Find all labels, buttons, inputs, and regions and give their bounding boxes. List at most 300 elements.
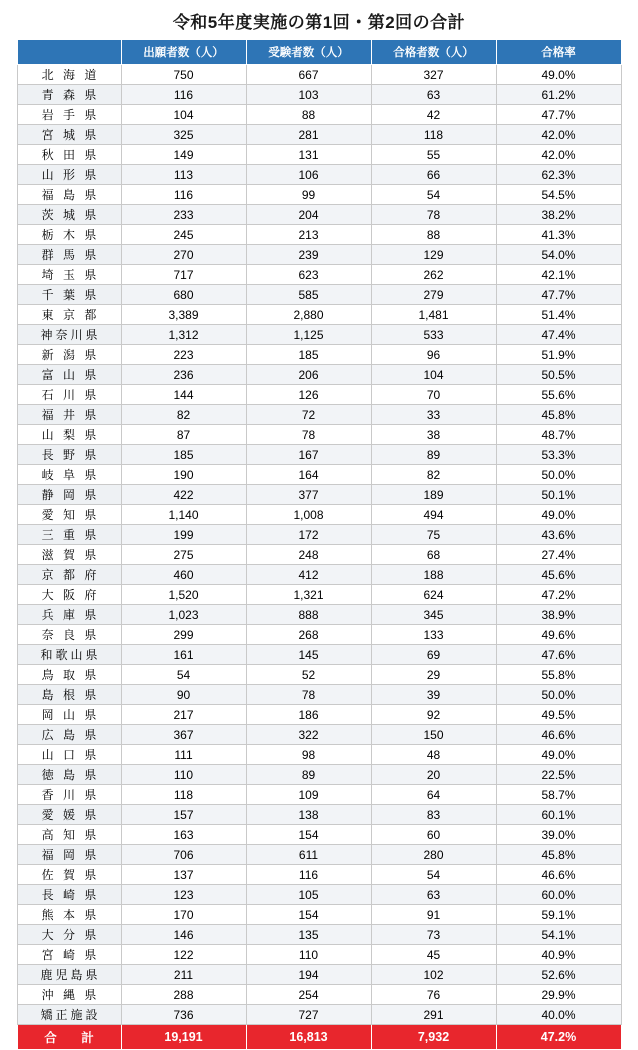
cell-pass-rate: 39.0% bbox=[496, 825, 621, 845]
cell-passers: 73 bbox=[371, 925, 496, 945]
cell-applicants: 1,023 bbox=[121, 605, 246, 625]
cell-pass-rate: 49.0% bbox=[496, 505, 621, 525]
cell-pass-rate: 54.0% bbox=[496, 245, 621, 265]
cell-pass-rate: 43.6% bbox=[496, 525, 621, 545]
cell-prefecture: 島 根 県 bbox=[17, 685, 121, 705]
cell-passers: 20 bbox=[371, 765, 496, 785]
cell-passers: 291 bbox=[371, 1005, 496, 1025]
table-row bbox=[17, 125, 621, 145]
cell-examinees: 78 bbox=[246, 425, 371, 445]
cell-prefecture: 北 海 道 bbox=[17, 65, 121, 85]
cell-examinees: 145 bbox=[246, 645, 371, 665]
cell-examinees: 109 bbox=[246, 785, 371, 805]
cell-applicants: 161 bbox=[121, 645, 246, 665]
cell-examinees: 172 bbox=[246, 525, 371, 545]
table-row bbox=[17, 425, 621, 445]
table-row bbox=[17, 945, 621, 965]
cell-applicants: 460 bbox=[121, 565, 246, 585]
cell-prefecture: 東 京 都 bbox=[17, 305, 121, 325]
cell-passers: 345 bbox=[371, 605, 496, 625]
cell-pass-rate: 55.6% bbox=[496, 385, 621, 405]
table-row bbox=[17, 345, 621, 365]
cell-examinees: 888 bbox=[246, 605, 371, 625]
table-row bbox=[17, 485, 621, 505]
cell-pass-rate: 50.0% bbox=[496, 465, 621, 485]
cell-applicants: 717 bbox=[121, 265, 246, 285]
cell-applicants: 122 bbox=[121, 945, 246, 965]
cell-passers: 279 bbox=[371, 285, 496, 305]
cell-examinees: 131 bbox=[246, 145, 371, 165]
cell-passers: 75 bbox=[371, 525, 496, 545]
cell-examinees: 667 bbox=[246, 65, 371, 85]
cell-examinees: 1,008 bbox=[246, 505, 371, 525]
cell-prefecture: 宮 崎 県 bbox=[17, 945, 121, 965]
cell-prefecture: 長 野 県 bbox=[17, 445, 121, 465]
cell-pass-rate: 42.1% bbox=[496, 265, 621, 285]
cell-examinees: 623 bbox=[246, 265, 371, 285]
cell-passers: 96 bbox=[371, 345, 496, 365]
cell-applicants: 82 bbox=[121, 405, 246, 425]
cell-applicants: 736 bbox=[121, 1005, 246, 1025]
cell-prefecture: 徳 島 県 bbox=[17, 765, 121, 785]
cell-pass-rate: 42.0% bbox=[496, 125, 621, 145]
cell-applicants: 233 bbox=[121, 205, 246, 225]
cell-prefecture: 愛 知 県 bbox=[17, 505, 121, 525]
cell-passers: 1,481 bbox=[371, 305, 496, 325]
cell-applicants: 118 bbox=[121, 785, 246, 805]
cell-prefecture: 岩 手 県 bbox=[17, 105, 121, 125]
cell-examinees: 377 bbox=[246, 485, 371, 505]
cell-passers: 118 bbox=[371, 125, 496, 145]
cell-examinees: 164 bbox=[246, 465, 371, 485]
table-row bbox=[17, 225, 621, 245]
table-row bbox=[17, 725, 621, 745]
cell-prefecture: 京 都 府 bbox=[17, 565, 121, 585]
page-title: 令和5年度実施の第1回・第2回の合計 bbox=[172, 13, 466, 32]
cell-passers: 63 bbox=[371, 885, 496, 905]
cell-examinees: 268 bbox=[246, 625, 371, 645]
cell-examinees: 72 bbox=[246, 405, 371, 425]
total-applicants: 19,191 bbox=[121, 1025, 246, 1050]
cell-applicants: 236 bbox=[121, 365, 246, 385]
table-row bbox=[17, 985, 621, 1005]
cell-examinees: 412 bbox=[246, 565, 371, 585]
table-row bbox=[17, 705, 621, 725]
cell-examinees: 254 bbox=[246, 985, 371, 1005]
cell-examinees: 154 bbox=[246, 825, 371, 845]
table-row bbox=[17, 385, 621, 405]
cell-pass-rate: 45.6% bbox=[496, 565, 621, 585]
cell-pass-rate: 47.7% bbox=[496, 285, 621, 305]
cell-applicants: 223 bbox=[121, 345, 246, 365]
table-body bbox=[17, 65, 621, 1025]
cell-pass-rate: 49.0% bbox=[496, 745, 621, 765]
cell-prefecture: 滋 賀 県 bbox=[17, 545, 121, 565]
cell-applicants: 199 bbox=[121, 525, 246, 545]
cell-prefecture: 山 形 県 bbox=[17, 165, 121, 185]
cell-applicants: 680 bbox=[121, 285, 246, 305]
cell-applicants: 104 bbox=[121, 105, 246, 125]
cell-applicants: 116 bbox=[121, 185, 246, 205]
cell-passers: 38 bbox=[371, 425, 496, 445]
cell-pass-rate: 22.5% bbox=[496, 765, 621, 785]
cell-examinees: 585 bbox=[246, 285, 371, 305]
cell-applicants: 146 bbox=[121, 925, 246, 945]
cell-pass-rate: 29.9% bbox=[496, 985, 621, 1005]
cell-pass-rate: 45.8% bbox=[496, 405, 621, 425]
cell-pass-rate: 49.6% bbox=[496, 625, 621, 645]
cell-pass-rate: 27.4% bbox=[496, 545, 621, 565]
cell-applicants: 706 bbox=[121, 845, 246, 865]
cell-examinees: 206 bbox=[246, 365, 371, 385]
cell-passers: 69 bbox=[371, 645, 496, 665]
cell-prefecture: 鳥 取 県 bbox=[17, 665, 121, 685]
table-row bbox=[17, 305, 621, 325]
cell-prefecture: 熊 本 県 bbox=[17, 905, 121, 925]
cell-applicants: 157 bbox=[121, 805, 246, 825]
table-row bbox=[17, 505, 621, 525]
cell-applicants: 211 bbox=[121, 965, 246, 985]
table-row bbox=[17, 65, 621, 85]
cell-passers: 54 bbox=[371, 185, 496, 205]
cell-pass-rate: 53.3% bbox=[496, 445, 621, 465]
table-row bbox=[17, 265, 621, 285]
cell-examinees: 167 bbox=[246, 445, 371, 465]
cell-pass-rate: 45.8% bbox=[496, 845, 621, 865]
table-row bbox=[17, 285, 621, 305]
cell-applicants: 367 bbox=[121, 725, 246, 745]
cell-prefecture: 岡 山 県 bbox=[17, 705, 121, 725]
table-row bbox=[17, 585, 621, 605]
cell-pass-rate: 50.0% bbox=[496, 685, 621, 705]
table-header-row bbox=[17, 40, 621, 65]
cell-prefecture: 新 潟 県 bbox=[17, 345, 121, 365]
cell-passers: 92 bbox=[371, 705, 496, 725]
cell-prefecture: 岐 阜 県 bbox=[17, 465, 121, 485]
total-label: 合 計 bbox=[17, 1025, 121, 1050]
cell-pass-rate: 41.3% bbox=[496, 225, 621, 245]
cell-applicants: 325 bbox=[121, 125, 246, 145]
total-passers: 7,932 bbox=[371, 1025, 496, 1050]
cell-prefecture: 宮 城 県 bbox=[17, 125, 121, 145]
cell-passers: 189 bbox=[371, 485, 496, 505]
cell-passers: 280 bbox=[371, 845, 496, 865]
cell-applicants: 1,140 bbox=[121, 505, 246, 525]
cell-passers: 133 bbox=[371, 625, 496, 645]
cell-applicants: 163 bbox=[121, 825, 246, 845]
column-header-applicants: 出願者数（人） bbox=[121, 40, 246, 65]
table-row bbox=[17, 905, 621, 925]
cell-examinees: 186 bbox=[246, 705, 371, 725]
cell-passers: 78 bbox=[371, 205, 496, 225]
table-row bbox=[17, 645, 621, 665]
cell-examinees: 99 bbox=[246, 185, 371, 205]
cell-passers: 70 bbox=[371, 385, 496, 405]
table-row bbox=[17, 185, 621, 205]
cell-applicants: 217 bbox=[121, 705, 246, 725]
cell-prefecture: 長 崎 県 bbox=[17, 885, 121, 905]
cell-passers: 88 bbox=[371, 225, 496, 245]
cell-passers: 494 bbox=[371, 505, 496, 525]
cell-pass-rate: 47.2% bbox=[496, 585, 621, 605]
cell-passers: 29 bbox=[371, 665, 496, 685]
table-row bbox=[17, 845, 621, 865]
cell-applicants: 750 bbox=[121, 65, 246, 85]
cell-examinees: 135 bbox=[246, 925, 371, 945]
cell-pass-rate: 47.6% bbox=[496, 645, 621, 665]
cell-pass-rate: 59.1% bbox=[496, 905, 621, 925]
cell-passers: 39 bbox=[371, 685, 496, 705]
cell-prefecture: 大 分 県 bbox=[17, 925, 121, 945]
cell-pass-rate: 46.6% bbox=[496, 725, 621, 745]
cell-applicants: 137 bbox=[121, 865, 246, 885]
table-row bbox=[17, 105, 621, 125]
cell-pass-rate: 54.5% bbox=[496, 185, 621, 205]
cell-prefecture: 千 葉 県 bbox=[17, 285, 121, 305]
table-row bbox=[17, 1005, 621, 1025]
cell-examinees: 194 bbox=[246, 965, 371, 985]
cell-prefecture: 茨 城 県 bbox=[17, 205, 121, 225]
cell-passers: 83 bbox=[371, 805, 496, 825]
cell-pass-rate: 48.7% bbox=[496, 425, 621, 445]
cell-pass-rate: 38.2% bbox=[496, 205, 621, 225]
cell-pass-rate: 50.1% bbox=[496, 485, 621, 505]
total-row bbox=[17, 1025, 621, 1050]
cell-pass-rate: 50.5% bbox=[496, 365, 621, 385]
cell-prefecture: 矯正施設 bbox=[17, 1005, 121, 1025]
table-row bbox=[17, 205, 621, 225]
cell-examinees: 281 bbox=[246, 125, 371, 145]
table-row bbox=[17, 685, 621, 705]
cell-examinees: 1,125 bbox=[246, 325, 371, 345]
cell-passers: 150 bbox=[371, 725, 496, 745]
cell-prefecture: 佐 賀 県 bbox=[17, 865, 121, 885]
cell-pass-rate: 47.7% bbox=[496, 105, 621, 125]
cell-passers: 76 bbox=[371, 985, 496, 1005]
cell-pass-rate: 58.7% bbox=[496, 785, 621, 805]
table-row bbox=[17, 325, 621, 345]
cell-prefecture: 静 岡 県 bbox=[17, 485, 121, 505]
table-row bbox=[17, 745, 621, 765]
cell-examinees: 239 bbox=[246, 245, 371, 265]
cell-prefecture: 埼 玉 県 bbox=[17, 265, 121, 285]
cell-prefecture: 福 井 県 bbox=[17, 405, 121, 425]
table-row bbox=[17, 565, 621, 585]
table-row bbox=[17, 665, 621, 685]
cell-applicants: 270 bbox=[121, 245, 246, 265]
cell-examinees: 611 bbox=[246, 845, 371, 865]
cell-passers: 45 bbox=[371, 945, 496, 965]
cell-applicants: 185 bbox=[121, 445, 246, 465]
table-row bbox=[17, 805, 621, 825]
table-row bbox=[17, 765, 621, 785]
cell-examinees: 213 bbox=[246, 225, 371, 245]
cell-prefecture: 沖 縄 県 bbox=[17, 985, 121, 1005]
cell-pass-rate: 52.6% bbox=[496, 965, 621, 985]
cell-applicants: 1,312 bbox=[121, 325, 246, 345]
table-row bbox=[17, 625, 621, 645]
cell-prefecture: 大 阪 府 bbox=[17, 585, 121, 605]
cell-pass-rate: 49.0% bbox=[496, 65, 621, 85]
cell-prefecture: 富 山 県 bbox=[17, 365, 121, 385]
cell-prefecture: 福 岡 県 bbox=[17, 845, 121, 865]
cell-prefecture: 秋 田 県 bbox=[17, 145, 121, 165]
table-row bbox=[17, 145, 621, 165]
cell-examinees: 322 bbox=[246, 725, 371, 745]
cell-prefecture: 栃 木 県 bbox=[17, 225, 121, 245]
cell-applicants: 110 bbox=[121, 765, 246, 785]
cell-passers: 624 bbox=[371, 585, 496, 605]
cell-applicants: 90 bbox=[121, 685, 246, 705]
table-row bbox=[17, 85, 621, 105]
table-row bbox=[17, 605, 621, 625]
cell-pass-rate: 51.4% bbox=[496, 305, 621, 325]
cell-applicants: 170 bbox=[121, 905, 246, 925]
cell-examinees: 1,321 bbox=[246, 585, 371, 605]
table-row bbox=[17, 445, 621, 465]
table-row bbox=[17, 465, 621, 485]
cell-examinees: 98 bbox=[246, 745, 371, 765]
cell-applicants: 144 bbox=[121, 385, 246, 405]
cell-examinees: 88 bbox=[246, 105, 371, 125]
table-row bbox=[17, 925, 621, 945]
cell-examinees: 154 bbox=[246, 905, 371, 925]
cell-passers: 64 bbox=[371, 785, 496, 805]
cell-pass-rate: 60.0% bbox=[496, 885, 621, 905]
cell-passers: 533 bbox=[371, 325, 496, 345]
cell-applicants: 111 bbox=[121, 745, 246, 765]
cell-applicants: 288 bbox=[121, 985, 246, 1005]
cell-passers: 104 bbox=[371, 365, 496, 385]
table-row bbox=[17, 405, 621, 425]
cell-examinees: 126 bbox=[246, 385, 371, 405]
cell-applicants: 190 bbox=[121, 465, 246, 485]
cell-examinees: 204 bbox=[246, 205, 371, 225]
table-row bbox=[17, 825, 621, 845]
cell-applicants: 275 bbox=[121, 545, 246, 565]
cell-passers: 54 bbox=[371, 865, 496, 885]
cell-prefecture: 鹿児島県 bbox=[17, 965, 121, 985]
cell-applicants: 113 bbox=[121, 165, 246, 185]
table-footer bbox=[17, 1025, 621, 1050]
cell-applicants: 245 bbox=[121, 225, 246, 245]
cell-examinees: 103 bbox=[246, 85, 371, 105]
cell-pass-rate: 61.2% bbox=[496, 85, 621, 105]
cell-passers: 66 bbox=[371, 165, 496, 185]
cell-prefecture: 山 口 県 bbox=[17, 745, 121, 765]
cell-applicants: 123 bbox=[121, 885, 246, 905]
cell-passers: 91 bbox=[371, 905, 496, 925]
column-header-passers: 合格者数（人） bbox=[371, 40, 496, 65]
cell-pass-rate: 51.9% bbox=[496, 345, 621, 365]
cell-pass-rate: 38.9% bbox=[496, 605, 621, 625]
cell-prefecture: 三 重 県 bbox=[17, 525, 121, 545]
cell-passers: 55 bbox=[371, 145, 496, 165]
table-row bbox=[17, 865, 621, 885]
cell-prefecture: 青 森 県 bbox=[17, 85, 121, 105]
cell-passers: 102 bbox=[371, 965, 496, 985]
cell-pass-rate: 42.0% bbox=[496, 145, 621, 165]
cell-pass-rate: 40.0% bbox=[496, 1005, 621, 1025]
total-rate: 47.2% bbox=[496, 1025, 621, 1050]
cell-passers: 188 bbox=[371, 565, 496, 585]
cell-prefecture: 群 馬 県 bbox=[17, 245, 121, 265]
cell-passers: 262 bbox=[371, 265, 496, 285]
table-row bbox=[17, 785, 621, 805]
cell-prefecture: 山 梨 県 bbox=[17, 425, 121, 445]
cell-applicants: 116 bbox=[121, 85, 246, 105]
cell-applicants: 54 bbox=[121, 665, 246, 685]
cell-passers: 60 bbox=[371, 825, 496, 845]
cell-examinees: 105 bbox=[246, 885, 371, 905]
cell-examinees: 248 bbox=[246, 545, 371, 565]
cell-prefecture: 愛 媛 県 bbox=[17, 805, 121, 825]
cell-applicants: 1,520 bbox=[121, 585, 246, 605]
cell-applicants: 299 bbox=[121, 625, 246, 645]
cell-prefecture: 奈 良 県 bbox=[17, 625, 121, 645]
cell-examinees: 106 bbox=[246, 165, 371, 185]
cell-prefecture: 高 知 県 bbox=[17, 825, 121, 845]
table-row bbox=[17, 885, 621, 905]
cell-examinees: 138 bbox=[246, 805, 371, 825]
table-row bbox=[17, 545, 621, 565]
cell-applicants: 87 bbox=[121, 425, 246, 445]
cell-passers: 68 bbox=[371, 545, 496, 565]
table-row bbox=[17, 165, 621, 185]
cell-passers: 63 bbox=[371, 85, 496, 105]
cell-pass-rate: 55.8% bbox=[496, 665, 621, 685]
cell-examinees: 727 bbox=[246, 1005, 371, 1025]
cell-passers: 89 bbox=[371, 445, 496, 465]
cell-applicants: 149 bbox=[121, 145, 246, 165]
cell-examinees: 78 bbox=[246, 685, 371, 705]
cell-passers: 129 bbox=[371, 245, 496, 265]
cell-passers: 327 bbox=[371, 65, 496, 85]
statistics-table bbox=[17, 39, 622, 1050]
cell-examinees: 116 bbox=[246, 865, 371, 885]
cell-pass-rate: 49.5% bbox=[496, 705, 621, 725]
cell-examinees: 2,880 bbox=[246, 305, 371, 325]
cell-examinees: 110 bbox=[246, 945, 371, 965]
cell-passers: 82 bbox=[371, 465, 496, 485]
column-header-prefecture bbox=[17, 40, 121, 65]
cell-pass-rate: 47.4% bbox=[496, 325, 621, 345]
cell-passers: 48 bbox=[371, 745, 496, 765]
total-examinees: 16,813 bbox=[246, 1025, 371, 1050]
cell-prefecture: 石 川 県 bbox=[17, 385, 121, 405]
table-row bbox=[17, 965, 621, 985]
cell-pass-rate: 62.3% bbox=[496, 165, 621, 185]
cell-examinees: 52 bbox=[246, 665, 371, 685]
table-header bbox=[17, 40, 621, 65]
cell-pass-rate: 54.1% bbox=[496, 925, 621, 945]
cell-prefecture: 神奈川県 bbox=[17, 325, 121, 345]
cell-applicants: 3,389 bbox=[121, 305, 246, 325]
cell-examinees: 89 bbox=[246, 765, 371, 785]
column-header-examinees: 受験者数（人） bbox=[246, 40, 371, 65]
column-header-pass-rate: 合格率 bbox=[496, 40, 621, 65]
table-row bbox=[17, 365, 621, 385]
table-row bbox=[17, 245, 621, 265]
cell-passers: 33 bbox=[371, 405, 496, 425]
table-row bbox=[17, 525, 621, 545]
cell-prefecture: 広 島 県 bbox=[17, 725, 121, 745]
cell-pass-rate: 60.1% bbox=[496, 805, 621, 825]
cell-examinees: 185 bbox=[246, 345, 371, 365]
cell-prefecture: 福 島 県 bbox=[17, 185, 121, 205]
cell-pass-rate: 46.6% bbox=[496, 865, 621, 885]
cell-pass-rate: 40.9% bbox=[496, 945, 621, 965]
